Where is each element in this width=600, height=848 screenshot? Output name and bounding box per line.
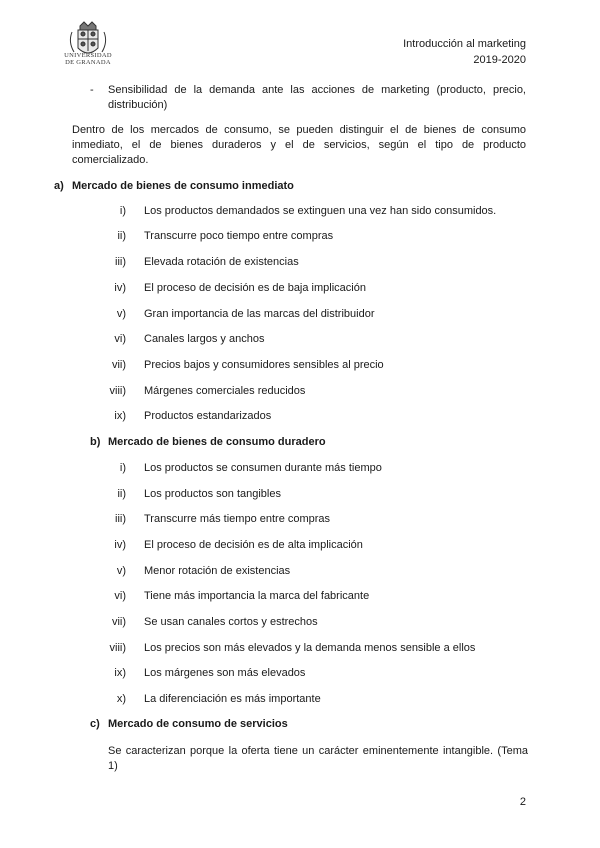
- section-b-marker: b): [90, 436, 101, 448]
- item-text: Transcurre más tiempo entre compras: [144, 513, 331, 525]
- item-text: Los precios son más elevados y la demanda menos sensible a ellos: [144, 642, 476, 654]
- item-number: v): [116, 565, 126, 577]
- item-number: vi): [114, 333, 126, 345]
- item-number: vii): [111, 359, 126, 371]
- course-year: 2019-2020: [473, 54, 526, 66]
- item-number: iv): [114, 539, 126, 551]
- item-text: Los productos se consumen durante más tiempo: [144, 462, 382, 474]
- item-number: i): [119, 462, 126, 474]
- item-number: vi): [114, 590, 126, 602]
- section-a-marker: a): [54, 180, 64, 192]
- item-number: v): [116, 308, 126, 320]
- item-text: Productos estandarizados: [144, 410, 272, 422]
- university-name-line2: DE GRANADA: [65, 59, 111, 66]
- item-text: Elevada rotación de existencias: [144, 256, 299, 268]
- course-title: Introducción al marketing: [403, 38, 526, 50]
- item-text: Precios bajos y consumidores sensibles al precio: [144, 359, 384, 371]
- item-text: Los productos son tangibles: [144, 488, 281, 500]
- item-text: El proceso de decisión es de baja implicación: [144, 282, 366, 294]
- item-text: Los productos demandados se extinguen una vez han sido consumidos.: [144, 205, 497, 217]
- section-b-title: Mercado de bienes de consumo duradero: [108, 436, 326, 448]
- item-number: i): [119, 205, 126, 217]
- intro-paragraph: Dentro de los mercados de consumo, se pueden distinguir el de bienes de consumo inmediato, el de bienes duraderos y el de servicios, según el tipo de producto comercializado.: [72, 124, 526, 166]
- section-a-title: Mercado de bienes de consumo inmediato: [72, 180, 294, 192]
- section-c-title: Mercado de consumo de servicios: [108, 718, 288, 730]
- bullet-marker: -: [90, 84, 94, 96]
- section-c-marker: c): [90, 718, 100, 730]
- item-number: ix): [114, 667, 126, 679]
- item-number: ix): [114, 410, 126, 422]
- item-number: iii): [115, 256, 126, 268]
- university-name-line1: UNIVERSIDAD: [64, 52, 112, 59]
- item-text: La diferenciación es más importante: [144, 693, 321, 705]
- item-text: Menor rotación de existencias: [144, 565, 291, 577]
- intro-bullet-text: Sensibilidad de la demanda ante las acciones de marketing (producto, precio, distribución): [108, 84, 526, 111]
- item-number: iii): [115, 513, 126, 525]
- item-text: Transcurre poco tiempo entre compras: [144, 230, 334, 242]
- item-text: Gran importancia de las marcas del distribuidor: [144, 308, 375, 320]
- item-text: Márgenes comerciales reducidos: [144, 385, 306, 397]
- item-number: x): [116, 693, 126, 705]
- item-number: viii): [109, 385, 126, 397]
- item-number: ii): [117, 230, 126, 242]
- item-text: Se usan canales cortos y estrechos: [144, 616, 318, 628]
- item-number: viii): [109, 642, 126, 654]
- item-text: El proceso de decisión es de alta implicación: [144, 539, 363, 551]
- page-number: 2: [519, 796, 526, 808]
- item-number: ii): [117, 488, 126, 500]
- section-c-paragraph: Se caracterizan porque la oferta tiene un carácter eminentemente intangible. (Tema 1): [108, 745, 528, 772]
- item-number: vii): [111, 616, 126, 628]
- item-text: Tiene más importancia la marca del fabricante: [144, 590, 370, 602]
- item-text: Canales largos y anchos: [144, 333, 265, 345]
- item-text: Los márgenes son más elevados: [144, 667, 306, 679]
- item-number: iv): [114, 282, 126, 294]
